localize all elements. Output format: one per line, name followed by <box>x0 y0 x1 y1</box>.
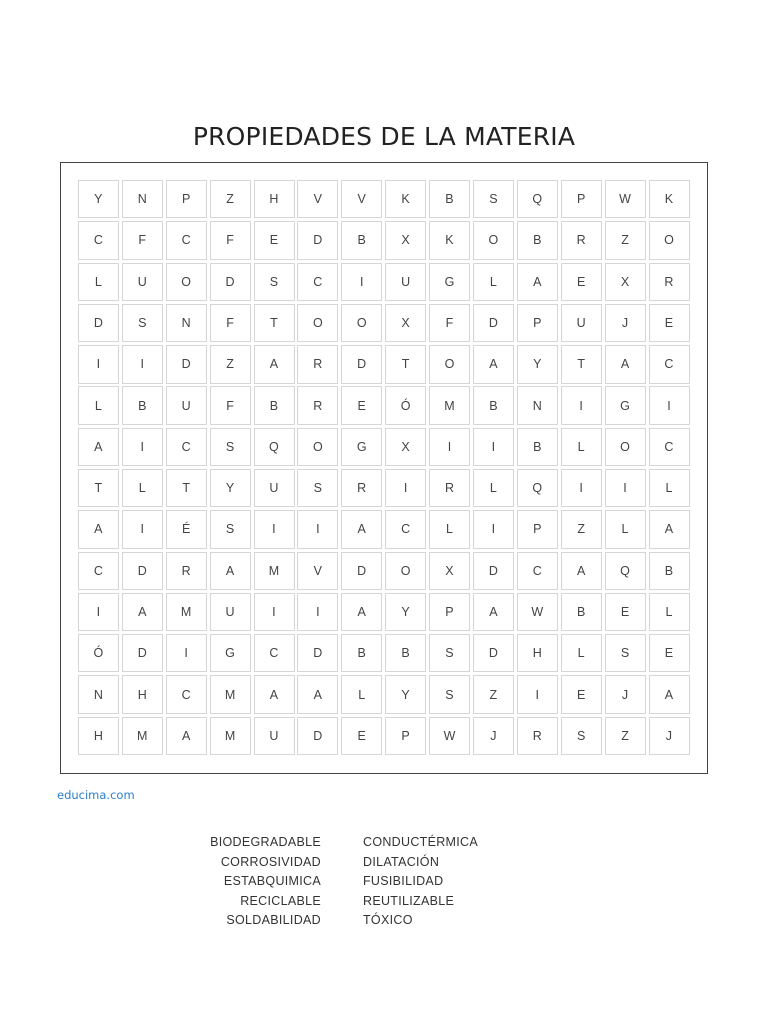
grid-cell: G <box>341 428 382 466</box>
grid-cell: I <box>605 469 646 507</box>
grid-cell: J <box>649 717 690 755</box>
grid-cell: Ó <box>78 634 119 672</box>
grid-cell: L <box>649 593 690 631</box>
grid-cell: Q <box>517 469 558 507</box>
grid-cell: M <box>210 675 251 713</box>
grid-cell: O <box>297 428 338 466</box>
grid-cell: H <box>254 180 295 218</box>
grid-cell: A <box>166 717 207 755</box>
grid-cell: E <box>341 717 382 755</box>
word-list-item: TÓXICO <box>363 913 413 927</box>
grid-cell: D <box>297 717 338 755</box>
grid-cell: A <box>78 428 119 466</box>
grid-cell: P <box>429 593 470 631</box>
grid-cell: L <box>605 510 646 548</box>
grid-cell: Y <box>385 593 426 631</box>
grid-cell: C <box>649 428 690 466</box>
grid-cell: D <box>122 552 163 590</box>
word-list-left <box>180 833 321 931</box>
grid-cell: M <box>166 593 207 631</box>
grid-cell: F <box>429 304 470 342</box>
grid-cell: N <box>122 180 163 218</box>
grid-cell: T <box>561 345 602 383</box>
grid-cell: T <box>166 469 207 507</box>
grid-cell: S <box>561 717 602 755</box>
grid-cell: A <box>649 675 690 713</box>
grid-cell: I <box>429 428 470 466</box>
grid-cell: R <box>297 386 338 424</box>
grid-cell: J <box>473 717 514 755</box>
grid-cell: C <box>166 428 207 466</box>
grid-cell: F <box>122 221 163 259</box>
grid-cell: A <box>649 510 690 548</box>
grid-cell: B <box>649 552 690 590</box>
grid-cell: F <box>210 221 251 259</box>
grid-cell: X <box>605 263 646 301</box>
grid-cell: D <box>473 304 514 342</box>
grid-cell: C <box>78 552 119 590</box>
grid-cell: J <box>605 675 646 713</box>
grid-cell: L <box>341 675 382 713</box>
grid-cell: V <box>341 180 382 218</box>
grid-cell: F <box>210 386 251 424</box>
grid-cell: D <box>78 304 119 342</box>
grid-cell: I <box>561 386 602 424</box>
grid-cell: A <box>473 345 514 383</box>
grid-cell: D <box>210 263 251 301</box>
grid-cell: K <box>429 221 470 259</box>
grid-cell: Y <box>210 469 251 507</box>
grid-cell: B <box>517 428 558 466</box>
grid-cell: H <box>122 675 163 713</box>
grid-cell: N <box>517 386 558 424</box>
grid-cell: G <box>605 386 646 424</box>
grid-cell: I <box>122 345 163 383</box>
grid-cell: C <box>254 634 295 672</box>
grid-cell: S <box>210 428 251 466</box>
grid-cell: V <box>297 552 338 590</box>
grid-cell: E <box>341 386 382 424</box>
grid-cell: S <box>429 634 470 672</box>
grid-cell: É <box>166 510 207 548</box>
grid-cell: O <box>297 304 338 342</box>
grid-cell: B <box>341 634 382 672</box>
grid-cell: E <box>605 593 646 631</box>
page-title: PROPIEDADES DE LA MATERIA <box>192 122 576 151</box>
grid-cell: I <box>122 428 163 466</box>
grid-cell: C <box>166 221 207 259</box>
grid-cell: A <box>605 345 646 383</box>
grid-cell: S <box>122 304 163 342</box>
grid-cell: P <box>561 180 602 218</box>
grid-cell: E <box>561 675 602 713</box>
grid-cell: P <box>385 717 426 755</box>
grid-cell: Z <box>210 345 251 383</box>
grid-cell: Z <box>561 510 602 548</box>
grid-cell: I <box>166 634 207 672</box>
grid-cell: O <box>166 263 207 301</box>
grid-cell: M <box>254 552 295 590</box>
grid-cell: T <box>254 304 295 342</box>
grid-cell: T <box>78 469 119 507</box>
grid-cell: A <box>78 510 119 548</box>
word-list-item: ESTABQUIMICA <box>223 874 321 888</box>
grid-cell: P <box>517 304 558 342</box>
grid-cell: I <box>649 386 690 424</box>
grid-cell: Q <box>517 180 558 218</box>
grid-cell: R <box>166 552 207 590</box>
grid-cell: O <box>385 552 426 590</box>
word-list-item: FUSIBILIDAD <box>363 874 444 888</box>
grid-cell: I <box>254 593 295 631</box>
grid-cell: I <box>473 510 514 548</box>
grid-cell: L <box>649 469 690 507</box>
grid-cell: B <box>341 221 382 259</box>
grid-cell: A <box>341 593 382 631</box>
grid-cell: B <box>385 634 426 672</box>
grid-cell: O <box>429 345 470 383</box>
grid-cell: U <box>385 263 426 301</box>
grid-cell: M <box>122 717 163 755</box>
grid-cell: U <box>166 386 207 424</box>
grid-cell: L <box>429 510 470 548</box>
grid-cell: I <box>78 345 119 383</box>
grid-cell: U <box>122 263 163 301</box>
grid-cell: M <box>429 386 470 424</box>
grid-cell: R <box>341 469 382 507</box>
grid-cell: Y <box>385 675 426 713</box>
word-list-item: SOLDABILIDAD <box>226 913 321 927</box>
grid-cell: G <box>210 634 251 672</box>
word-list-item: CORROSIVIDAD <box>220 854 321 869</box>
grid-cell: B <box>561 593 602 631</box>
grid-cell: A <box>341 510 382 548</box>
word-search-grid <box>78 180 690 755</box>
grid-cell: O <box>473 221 514 259</box>
grid-cell: D <box>166 345 207 383</box>
grid-cell: B <box>254 386 295 424</box>
grid-cell: K <box>385 180 426 218</box>
grid-cell: L <box>473 469 514 507</box>
grid-cell: B <box>517 221 558 259</box>
grid-cell: O <box>649 221 690 259</box>
grid-cell: Ó <box>385 386 426 424</box>
grid-cell: I <box>517 675 558 713</box>
grid-cell: S <box>605 634 646 672</box>
grid-cell: W <box>517 593 558 631</box>
grid-cell: I <box>297 510 338 548</box>
word-list-item: RECICLABLE <box>240 893 321 908</box>
grid-cell: C <box>166 675 207 713</box>
grid-cell: H <box>517 634 558 672</box>
grid-cell: Z <box>210 180 251 218</box>
grid-cell: O <box>341 304 382 342</box>
grid-cell: C <box>517 552 558 590</box>
word-list-right <box>363 833 478 931</box>
grid-cell: O <box>605 428 646 466</box>
grid-cell: X <box>429 552 470 590</box>
grid-cell: E <box>254 221 295 259</box>
grid-cell: S <box>210 510 251 548</box>
grid-cell: X <box>385 221 426 259</box>
grid-cell: Y <box>517 345 558 383</box>
grid-cell: S <box>254 263 295 301</box>
grid-cell: A <box>122 593 163 631</box>
grid-cell: Y <box>78 180 119 218</box>
credit-link[interactable]: educima.com <box>57 788 135 802</box>
grid-cell: A <box>473 593 514 631</box>
grid-cell: D <box>122 634 163 672</box>
grid-cell: P <box>166 180 207 218</box>
grid-cell: D <box>473 634 514 672</box>
grid-cell: C <box>649 345 690 383</box>
grid-cell: H <box>78 717 119 755</box>
grid-cell: L <box>473 263 514 301</box>
grid-cell: R <box>297 345 338 383</box>
grid-cell: T <box>385 345 426 383</box>
grid-cell: L <box>78 386 119 424</box>
word-list-item: CONDUCTÉRMICA <box>363 835 479 849</box>
grid-cell: Q <box>254 428 295 466</box>
grid-cell: W <box>605 180 646 218</box>
grid-cell: C <box>78 221 119 259</box>
grid-cell: A <box>254 345 295 383</box>
word-list-item: BIODEGRADABLE <box>210 835 321 849</box>
grid-cell: N <box>166 304 207 342</box>
grid-cell: N <box>78 675 119 713</box>
grid-cell: Z <box>605 717 646 755</box>
grid-cell: B <box>429 180 470 218</box>
grid-cell: A <box>297 675 338 713</box>
grid-cell: K <box>649 180 690 218</box>
grid-cell: A <box>254 675 295 713</box>
grid-cell: I <box>473 428 514 466</box>
grid-cell: M <box>210 717 251 755</box>
grid-cell: X <box>385 428 426 466</box>
grid-cell: I <box>385 469 426 507</box>
grid-cell: F <box>210 304 251 342</box>
grid-cell: I <box>122 510 163 548</box>
grid-cell: V <box>297 180 338 218</box>
grid-cell: U <box>254 469 295 507</box>
grid-cell: A <box>210 552 251 590</box>
grid-cell: S <box>473 180 514 218</box>
grid-cell: R <box>429 469 470 507</box>
grid-cell: I <box>561 469 602 507</box>
grid-cell: U <box>210 593 251 631</box>
grid-cell: Q <box>605 552 646 590</box>
word-list-item: REUTILIZABLE <box>363 893 455 908</box>
grid-cell: E <box>649 634 690 672</box>
grid-cell: Z <box>605 221 646 259</box>
grid-cell: L <box>561 428 602 466</box>
grid-cell: B <box>122 386 163 424</box>
grid-cell: E <box>561 263 602 301</box>
grid-cell: L <box>561 634 602 672</box>
word-list-item: DILATACIÓN <box>363 854 440 869</box>
grid-cell: R <box>561 221 602 259</box>
grid-cell: U <box>561 304 602 342</box>
grid-cell: L <box>122 469 163 507</box>
grid-cell: B <box>473 386 514 424</box>
grid-cell: R <box>649 263 690 301</box>
grid-cell: D <box>341 552 382 590</box>
grid-cell: P <box>517 510 558 548</box>
grid-cell: Z <box>473 675 514 713</box>
grid-cell: A <box>517 263 558 301</box>
grid-cell: D <box>297 221 338 259</box>
grid-cell: A <box>561 552 602 590</box>
grid-cell: I <box>297 593 338 631</box>
grid-cell: C <box>385 510 426 548</box>
grid-cell: I <box>341 263 382 301</box>
grid-cell: D <box>341 345 382 383</box>
grid-cell: R <box>517 717 558 755</box>
grid-cell: C <box>297 263 338 301</box>
grid-cell: G <box>429 263 470 301</box>
grid-cell: E <box>649 304 690 342</box>
grid-cell: U <box>254 717 295 755</box>
grid-cell: I <box>78 593 119 631</box>
grid-cell: S <box>297 469 338 507</box>
grid-cell: D <box>473 552 514 590</box>
grid-cell: S <box>429 675 470 713</box>
grid-cell: X <box>385 304 426 342</box>
grid-cell: I <box>254 510 295 548</box>
grid-cell: D <box>297 634 338 672</box>
grid-cell: J <box>605 304 646 342</box>
grid-cell: W <box>429 717 470 755</box>
grid-cell: L <box>78 263 119 301</box>
